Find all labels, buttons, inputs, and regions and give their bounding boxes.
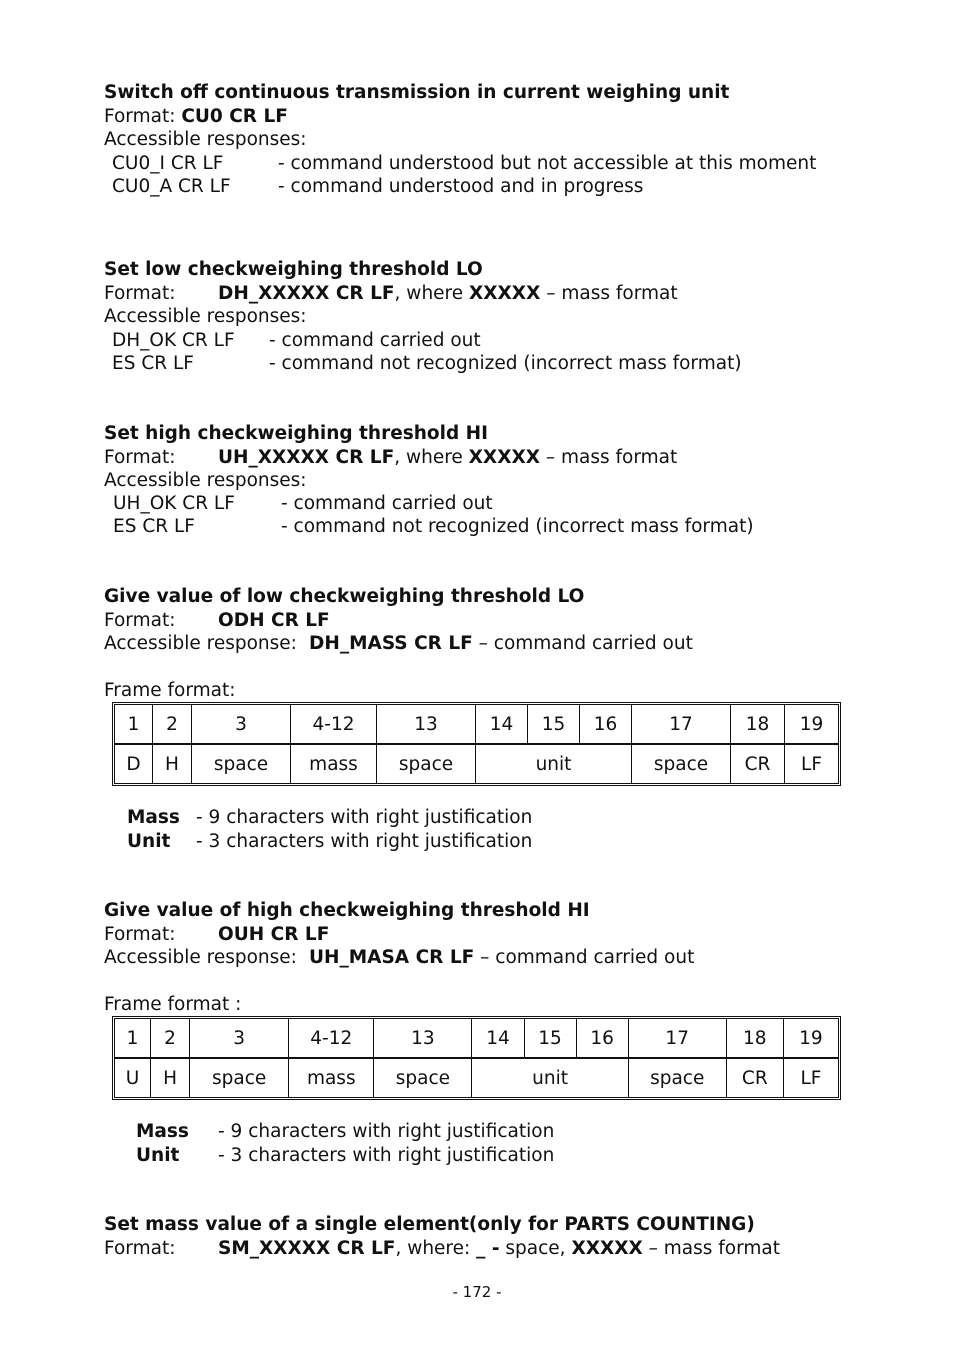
section-title-odh: Give value of low checkweighing threshold LO [104,586,585,607]
byte-content: space [190,1059,289,1097]
response-code: DH_OK CR LF [112,330,235,351]
byte-index: 18 [731,705,785,745]
section-title-ouh: Give value of high checkweighing threshold HI [104,900,590,921]
response-description: – command carried out [472,633,693,654]
response-line-odh [104,632,297,655]
format-line-odh [104,609,175,632]
response-description: - command not recognized (incorrect mass format) [281,516,754,537]
response-description: - command not recognized (incorrect mass format) [269,353,742,374]
frame-header-row [115,705,838,745]
space-text: space, [499,1238,572,1259]
byte-content: space [374,1059,472,1097]
where-description: – mass format [540,283,678,304]
response-label: Accessible response: [104,633,297,654]
where-description: – mass format [540,447,678,468]
byte-content: H [153,745,192,783]
byte-index: 16 [577,1019,629,1059]
byte-index: 3 [190,1019,289,1059]
byte-content: LF [801,753,822,775]
response-code: UH_OK CR LF [113,493,235,514]
format-command-line [218,446,677,469]
byte-index: 17 [629,1019,727,1059]
format-label: Format: [104,610,176,631]
response-description: - command understood but not accessible at this moment [278,153,817,174]
format-command: SM_XXXXX CR LF [218,1238,396,1259]
where-text: , where: [395,1238,477,1259]
format-line-dh [104,282,175,305]
format-command: DH_XXXXX CR LF [218,283,395,304]
response-command-line [309,946,694,969]
section-title-cu0: Switch off continuous transmission in current weighing unit [104,82,730,103]
byte-index: 1 [115,705,153,745]
note-term: Mass [136,1121,189,1142]
format-command-text: OUH CR LF [218,924,330,945]
frame-format-table-lo [112,702,841,786]
format-label: Format: [104,1238,176,1259]
byte-index: 17 [632,705,731,745]
byte-index: 13 [377,705,476,745]
byte-content: mass [289,1059,374,1097]
byte-index: 4-12 [291,705,377,745]
response-command: DH_MASS CR LF [309,633,473,654]
format-label: Format: [104,924,176,945]
byte-index: 14 [476,705,528,745]
note-description: - 9 characters with right justification [218,1121,555,1142]
response-command-line [309,632,693,655]
byte-content: unit [472,1059,628,1097]
response-code: ES CR LF [112,353,194,374]
format-label: Format: [104,283,176,304]
frame-content-row [115,745,838,783]
responses-label: Accessible responses: [104,129,307,150]
response-description: - command carried out [269,330,481,351]
frame-format-label: Frame format : [104,994,242,1015]
format-command [218,923,329,946]
byte-index: 15 [525,1019,577,1059]
format-label: Format: [104,106,182,127]
format-command [218,609,330,632]
byte-index: 3 [192,705,291,745]
response-code: CU0_A CR LF [112,176,231,197]
where-variable: XXXXX [469,283,541,304]
note-description: - 3 characters with right justification [218,1145,555,1166]
response-description: - command carried out [281,493,493,514]
byte-index: 14 [472,1019,524,1059]
byte-content: space [192,745,291,783]
section-title-dh: Set low checkweighing threshold LO [104,259,483,280]
responses-label: Accessible responses: [104,470,307,491]
note-term: Unit [127,831,171,852]
byte-index: 2 [153,705,192,745]
frame-header-row [115,1019,838,1059]
note-description: - 9 characters with right justification [196,807,533,828]
byte-index: 18 [727,1019,784,1059]
response-code: CU0_I CR LF [112,153,224,174]
frame-format-label: Frame format: [104,680,236,701]
byte-index: 13 [374,1019,472,1059]
byte-index: 4-12 [289,1019,374,1059]
format-line-uh [104,446,175,469]
frame-format-table-hi [112,1016,841,1100]
where-text: , where [394,447,469,468]
byte-content: unit [476,745,632,783]
byte-content: mass [291,745,377,783]
byte-index: 16 [580,705,632,745]
frame-content-row [115,1059,838,1097]
byte-content: space [629,1059,727,1097]
format-command-line [218,282,678,305]
format-line-cu0 [104,105,288,128]
format-line-ouh [104,923,175,946]
format-label: Format: [104,447,176,468]
byte-content: space [377,745,476,783]
format-line-sm [104,1237,175,1260]
byte-index: 2 [151,1019,190,1059]
byte-index: 19 [785,705,838,745]
byte-index: 15 [528,705,580,745]
where-text: , where [394,283,470,304]
byte-content: space [632,745,731,783]
byte-content: LF [800,1067,822,1089]
format-command-line [218,1237,780,1260]
byte-content: CR [731,745,785,783]
byte-content: D [115,745,153,783]
page-number: - 172 - [452,1283,502,1301]
byte-index: 1 [115,1019,151,1059]
note-description: - 3 characters with right justification [196,831,533,852]
format-command: CU0 CR LF [181,106,288,127]
where-variable: XXXXX [571,1238,643,1259]
response-label: Accessible response: [104,947,297,968]
response-command: UH_MASA CR LF [309,947,475,968]
where-description: – mass format [642,1238,781,1259]
byte-index: 19 [784,1019,838,1059]
byte-content: H [151,1059,190,1097]
where-variable: XXXXX [468,447,540,468]
response-description: – command carried out [474,947,695,968]
note-term: Unit [136,1145,180,1166]
response-line-ouh [104,946,297,969]
format-command-text: ODH CR LF [218,610,330,631]
format-command: UH_XXXXX CR LF [218,447,395,468]
response-description: - command understood and in progress [278,176,644,197]
responses-label: Accessible responses: [104,306,307,327]
response-code: ES CR LF [113,516,195,537]
byte-content: CR [727,1059,784,1097]
note-term: Mass [127,807,180,828]
underscore-symbol: _ - [476,1238,500,1259]
section-title-uh: Set high checkweighing threshold HI [104,423,489,444]
section-title-sm: Set mass value of a single element(only for PARTS COUNTING) [104,1214,755,1235]
byte-content: U [115,1059,151,1097]
